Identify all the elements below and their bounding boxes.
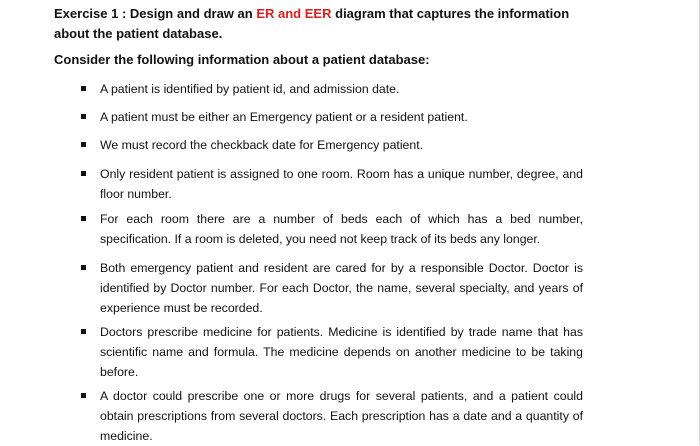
list-item-text: We must record the checkback date for Emergency patient. — [100, 138, 424, 152]
list-item-text: Both emergency patient and resident are cared for by a responsible Doctor. Doctor is identified by Doctor number. For each Doctor, the name, several specialty, and years of experience must be recorded. — [100, 261, 583, 315]
list-item-text: A doctor could prescribe one or more drugs for several patients, and a patient could obtain prescriptions from several doctors. Each prescription has a date and a quantity of medicine. — [100, 389, 583, 443]
list-item — [78, 164, 583, 204]
bullet-square-icon — [81, 171, 86, 176]
and-term: and — [278, 6, 302, 21]
list-item-text: Doctors prescribe medicine for patients. Medicine is identified by trade name that has scientific name and formula. The medicine depends on another medicine to be taking before. — [100, 325, 583, 379]
list-item — [78, 258, 583, 318]
eer-term: EER — [304, 6, 332, 21]
exercise-label: Exercise 1 : Design and draw an — [54, 6, 253, 21]
list-item-text: For each room there are a number of beds each of which has a bed number, specification. If a room is deleted, you need not keep track of its beds any longer. — [100, 212, 583, 246]
bullet-square-icon — [81, 142, 86, 147]
list-item-text: A patient is identified by patient id, and admission date. — [100, 82, 400, 96]
bullet-square-icon — [81, 114, 86, 119]
bullet-square-icon — [81, 265, 86, 270]
list-item — [78, 386, 583, 446]
bullet-square-icon — [81, 329, 86, 334]
bullet-square-icon — [81, 393, 86, 398]
list-item — [78, 322, 583, 382]
consider-heading: Consider the following information about a patient database: — [54, 52, 430, 67]
exercise-rest: diagram that captures the information about the patient database. — [54, 6, 570, 41]
exercise-heading — [54, 4, 584, 44]
bullet-square-icon — [81, 86, 86, 91]
er-term: ER — [256, 6, 275, 21]
list-item — [78, 79, 583, 99]
list-item-text: Only resident patient is assigned to one room. Room has a unique number, degree, and floor number. — [100, 167, 583, 201]
list-item — [78, 135, 583, 155]
list-item-text: A patient must be either an Emergency patient or a resident patient. — [100, 110, 468, 124]
list-item — [78, 107, 583, 127]
list-item — [78, 209, 583, 249]
bullet-square-icon — [81, 216, 86, 221]
